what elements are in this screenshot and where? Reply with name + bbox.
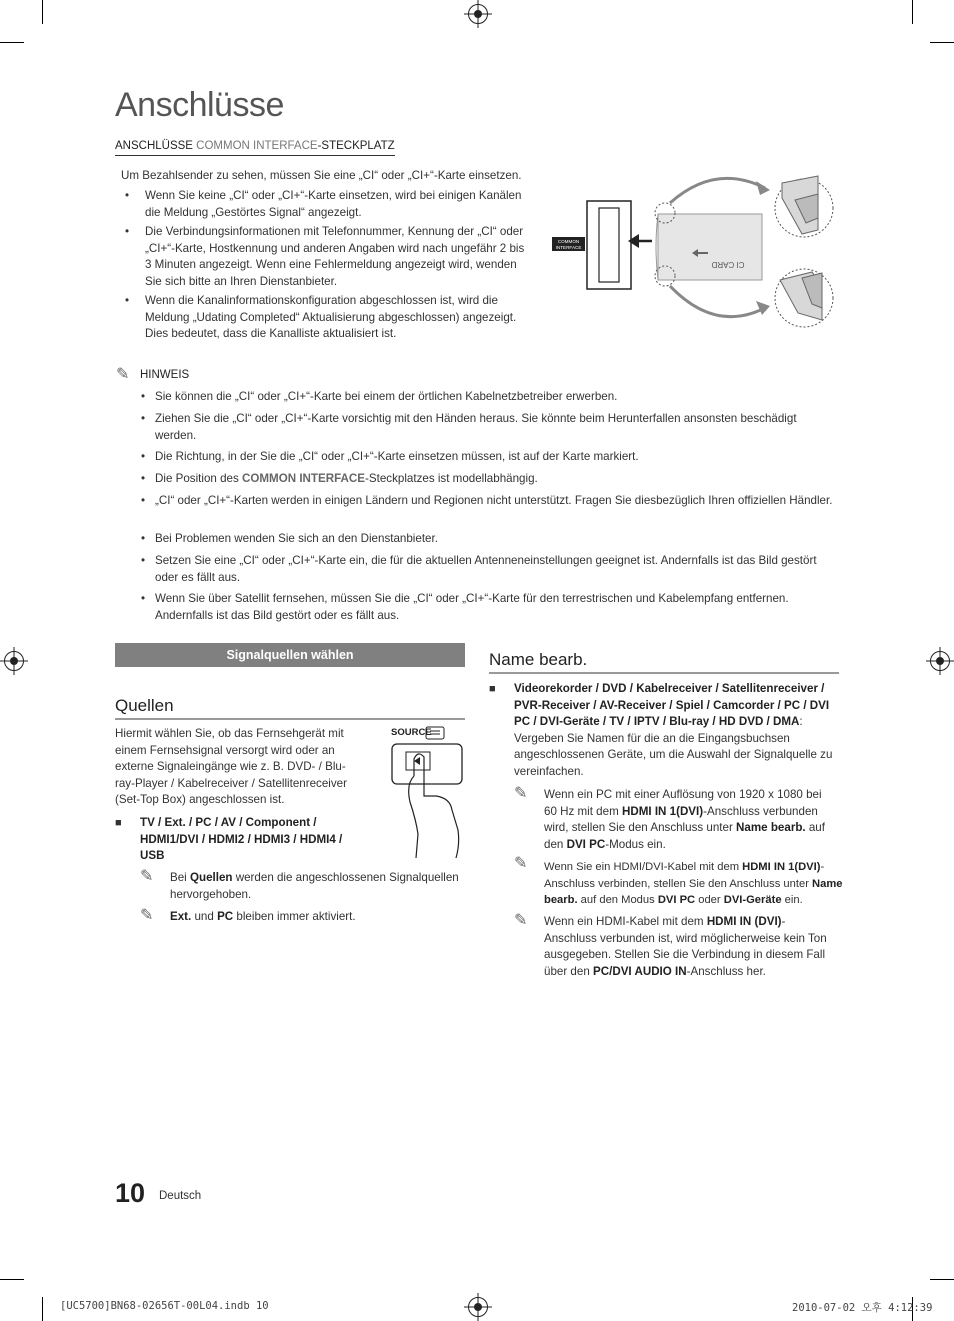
name-bearb-note: Wenn Sie ein HDMI/DVI-Kabel mit dem HDMI IN 1(DVI)-Anschluss verbinden, stellen Sie den Anschluss unter Name bearb. auf den Modus DVI PC oder DVI-Geräte ein.	[544, 861, 843, 907]
section-subhead: ANSCHLÜSSE COMMON INTERFACE-STECKPLATZ	[115, 140, 395, 156]
quellen-item: ■ TV / Ext. / PC / AV / Component / HDMI1/DVI / HDMI2 / HDMI3 / HDMI4 / USB	[115, 816, 343, 863]
zoom-arrow	[670, 178, 765, 203]
list-item: • Wenn Sie keine „CI“ oder „CI+“-Karte einsetzen, wird bei einigen Kanälen die Meldung „Gestörtes Signal“ angezeigt.	[125, 189, 522, 219]
section-bar-title: Signalquellen wählen	[115, 643, 465, 667]
crop-mark	[0, 42, 24, 43]
note-pencil-icon: ✎	[514, 912, 528, 929]
note-pencil-icon: ✎	[140, 907, 154, 924]
hand-remote-source-icon	[388, 724, 468, 858]
footer-file: [UC5700]BN68-02656T-00L04.indb 10	[60, 1300, 269, 1312]
note-pencil-icon: ✎	[116, 366, 130, 383]
source-label: SOURCE	[391, 727, 432, 738]
language-label: Deutsch	[159, 1190, 202, 1202]
footer-date: 2010-07-02 오후 4:12:39	[792, 1302, 933, 1314]
name-bearb-heading: Name bearb.	[489, 650, 839, 674]
slot-label-2: INTERFACE	[555, 245, 582, 250]
list-item: • Setzen Sie eine „CI“ oder „CI+“-Karte ein, die für die aktuellen Antenneneinstellungen geeignet ist. Andernfalls ist das Bild gestört oder es fällt aus.	[141, 554, 817, 584]
list-item: • Die Richtung, in der Sie die „CI“ oder „CI+“-Karte einsetzen müssen, ist auf der Karte markiert.	[141, 450, 639, 463]
crop-mark	[930, 1279, 954, 1280]
name-bearb-note: Wenn ein HDMI-Kabel mit dem HDMI IN (DVI)-Anschluss verbunden ist, wird möglicherweise kein Ton ausgegeben. Stellen Sie die Verbindung in diesem Fall über den PC/DVI AUDIO IN-Anschluss her.	[544, 915, 827, 978]
name-bearb-item: ■ Videorekorder / DVD / Kabelreceiver / Satellitenreceiver / PVR-Receiver / AV-Receiver / Spiel / Camcorder / PC / DVI PC / DVI-Geräte / TV / IPTV / Blu-ray / HD DVD / DMA: Vergeben Sie Namen für die an die Eingangsbuchsen angeschlossenen Geräte, um die Auswahl der Signalquelle zu vereinfachen.	[489, 682, 833, 778]
list-item: • Ziehen Sie die „CI“ oder „CI+“-Karte vorsichtig mit den Händen heraus. Sie könnte beim Herunterfallen ansonsten beschädigt werden.	[141, 412, 797, 442]
list-item: • Bei Problemen wenden Sie sich an den Dienstanbieter.	[141, 532, 438, 545]
crop-mark	[42, 0, 43, 24]
ci-card-insertion-diagram	[550, 168, 840, 333]
intro-text: Um Bezahlsender zu sehen, müssen Sie eine „CI“ oder „CI+“-Karte einsetzen.	[121, 169, 522, 182]
tv-slot-outline	[587, 201, 631, 289]
registration-mark-icon	[468, 1297, 488, 1317]
card-label: CI CARD	[711, 260, 745, 269]
crop-mark	[930, 42, 954, 43]
list-item: • Die Position des COMMON INTERFACE-Steckplatzes ist modellabhängig.	[141, 472, 538, 485]
registration-mark-icon	[930, 651, 950, 671]
crop-mark	[912, 0, 913, 24]
note-pencil-icon: ✎	[140, 868, 154, 885]
name-bearb-note: Wenn ein PC mit einer Auflösung von 1920 x 1080 bei 60 Hz mit dem HDMI IN 1(DVI)-Anschluss verbunden wird, stellen Sie den Anschluss unter Name bearb. auf den DVI PC-Modus ein.	[544, 788, 825, 851]
page-title: Anschlüsse	[115, 86, 284, 124]
registration-mark-icon	[468, 4, 488, 24]
quellen-note: Bei Quellen werden die angeschlossenen Signalquellen hervorgehoben.	[170, 871, 459, 901]
registration-mark-icon	[4, 651, 24, 671]
crop-mark	[42, 1297, 43, 1321]
list-item: • Wenn Sie über Satellit fernsehen, müssen Sie die „CI“ oder „CI+“-Karte für den terrestrischen und Kabelempfang entfernen. Andernfalls ist das Bild gestört oder es fällt aus.	[141, 592, 789, 622]
quellen-note: Ext. und PC bleiben immer aktiviert.	[170, 910, 356, 923]
page-number: 10	[115, 1178, 146, 1208]
list-item: • „CI“ oder „CI+“-Karten werden in einigen Ländern und Regionen nicht unterstützt. Fragen Sie diesbezüglich Ihren offiziellen Händler.	[141, 494, 833, 507]
list-item: • Sie können die „CI“ oder „CI+“-Karte bei einem der örtlichen Kabelnetzbetreiber erwerben.	[141, 390, 618, 403]
quellen-heading: Quellen	[115, 696, 465, 720]
list-item: • Wenn die Kanalinformationskonfiguration abgeschlossen ist, wird die Meldung „Udating Completed“ Aktualisierung abgeschlossen) angezeigt. Dies bedeutet, dass die Kanalliste aktualisiert ist.	[125, 294, 517, 341]
note-pencil-icon: ✎	[514, 785, 528, 802]
crop-mark	[0, 1279, 24, 1280]
note-pencil-icon: ✎	[514, 855, 528, 872]
quellen-body: Hiermit wählen Sie, ob das Fernsehgerät mit einem Fernsehsignal versorgt wird oder an externe Signaleingänge wie z. B. DVD- / Blu-ray-Player / Kabelreceiver / Satellitenreceiver (Set-Top Box) angeschlossen ist.	[115, 727, 347, 807]
hinweis-label: HINWEIS	[140, 369, 190, 381]
list-item: • Die Verbindungsinformationen mit Telefonnummer, Kennung der „CI“ oder „CI+“-Karte, Hostkennung und anderen Angaben wird nach ungefähr 2 bis 3 Minuten angezeigt. Wenn eine Fehlermeldung angezeigt wird, wenden Sie sich bitte an Ihren Dienstanbieter.	[125, 225, 525, 288]
zoom-arrow	[670, 286, 765, 317]
slot-label-1: COMMON	[557, 239, 580, 244]
